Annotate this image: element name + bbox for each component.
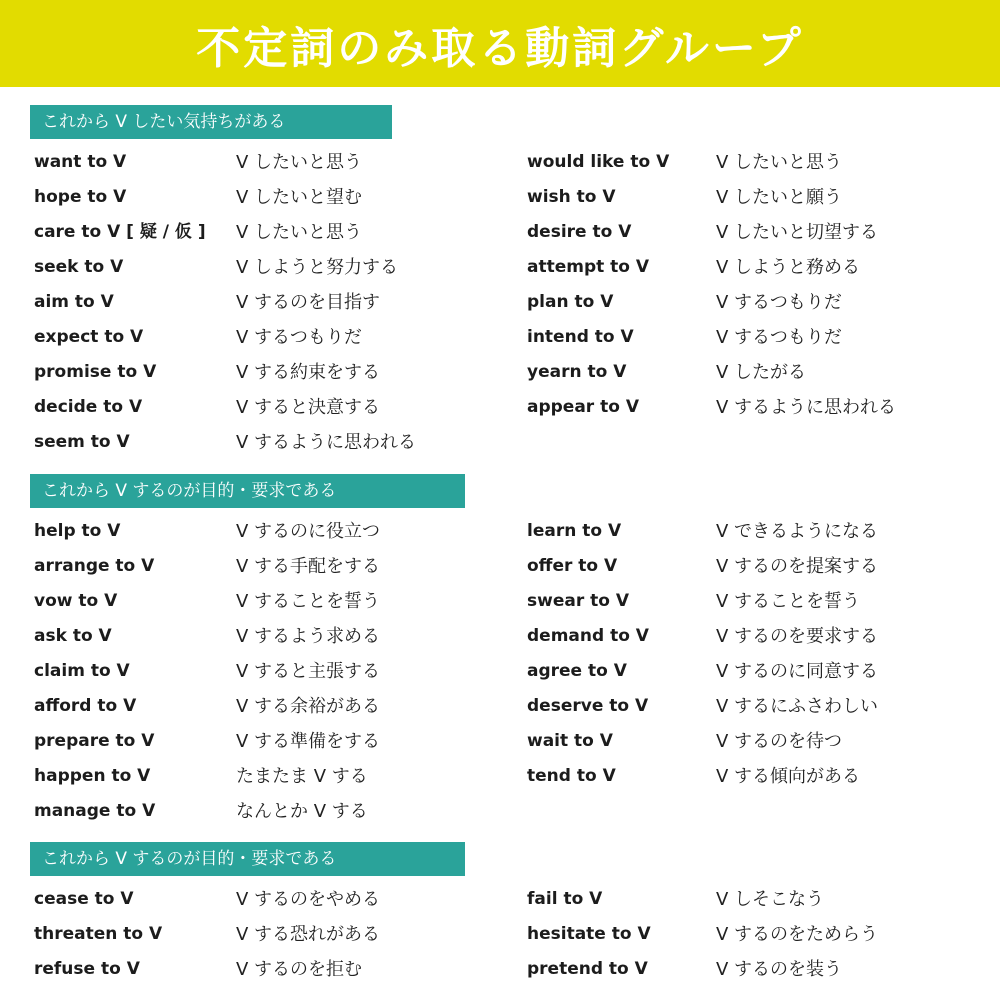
verb-phrase: aim to V (34, 292, 114, 312)
verb-phrase: expect to V (34, 327, 144, 347)
verb-phrase: appear to V (527, 397, 639, 417)
verb-meaning: V するつもりだ (716, 292, 842, 313)
verb-meaning: V する傾向がある (716, 766, 861, 787)
verb-meaning: V するつもりだ (716, 327, 842, 348)
verb-meaning: V するのをためらう (716, 924, 879, 945)
section-label: これから V したい気持ちがある (30, 105, 392, 139)
verb-phrase: care to V [ 疑 / 仮 ] (34, 222, 206, 242)
verb-phrase: wish to V (527, 187, 616, 207)
verb-phrase: wait to V (527, 731, 613, 751)
verb-meaning: V するよう求める (236, 626, 381, 647)
verb-phrase: refuse to V (34, 959, 140, 979)
verb-phrase: attempt to V (527, 257, 650, 277)
title-banner (0, 0, 1000, 87)
verb-phrase: vow to V (34, 591, 118, 611)
verb-phrase: intend to V (527, 327, 634, 347)
verb-meaning: V することを誓う (236, 591, 381, 612)
verb-phrase: deserve to V (527, 696, 649, 716)
verb-phrase: decide to V (34, 397, 143, 417)
verb-phrase: promise to V (34, 362, 157, 382)
verb-meaning: たまたま V する (236, 766, 368, 787)
verb-phrase: claim to V (34, 661, 130, 681)
verb-phrase: pretend to V (527, 959, 648, 979)
page-title: 不定詞のみ取る動詞グループ (196, 22, 804, 74)
verb-phrase: hope to V (34, 187, 127, 207)
verb-phrase: yearn to V (527, 362, 627, 382)
verb-meaning: V したいと望む (236, 187, 363, 208)
verb-meaning: V するのを要求する (716, 626, 879, 647)
verb-meaning: V するのを待つ (716, 731, 843, 752)
verb-phrase: swear to V (527, 591, 630, 611)
verb-phrase: threaten to V (34, 924, 163, 944)
verb-meaning: V するのに同意する (716, 661, 879, 682)
verb-phrase: happen to V (34, 766, 151, 786)
verb-phrase: plan to V (527, 292, 614, 312)
verb-meaning: V するにふさわしい (716, 696, 879, 717)
verb-meaning: V すると決意する (236, 397, 381, 418)
verb-phrase: seem to V (34, 432, 130, 452)
verb-meaning: V するのを提案する (716, 556, 879, 577)
verb-phrase: tend to V (527, 766, 616, 786)
verb-phrase: help to V (34, 521, 121, 541)
verb-phrase: afford to V (34, 696, 137, 716)
verb-phrase: learn to V (527, 521, 622, 541)
verb-meaning: V する恐れがある (236, 924, 381, 945)
verb-meaning: V するのを装う (716, 959, 843, 980)
verb-meaning: V することを誓う (716, 591, 861, 612)
verb-phrase: would like to V (527, 152, 670, 172)
verb-phrase: fail to V (527, 889, 603, 909)
verb-phrase: offer to V (527, 556, 618, 576)
verb-phrase: want to V (34, 152, 127, 172)
verb-meaning: V しようと努力する (236, 257, 399, 278)
verb-meaning: V するつもりだ (236, 327, 362, 348)
verb-meaning: V する約束をする (236, 362, 381, 383)
verb-phrase: desire to V (527, 222, 632, 242)
verb-meaning: V したいと思う (236, 152, 363, 173)
verb-meaning: V するのをやめる (236, 889, 381, 910)
verb-meaning: V したいと思う (236, 222, 363, 243)
verb-meaning: V できるようになる (716, 521, 879, 542)
verb-meaning: V しようと務める (716, 257, 861, 278)
verb-phrase: ask to V (34, 626, 112, 646)
verb-phrase: arrange to V (34, 556, 155, 576)
verb-phrase: cease to V (34, 889, 134, 909)
section-label: これから V するのが目的・要求である (30, 474, 465, 508)
verb-phrase: seek to V (34, 257, 124, 277)
verb-meaning: V したいと願う (716, 187, 843, 208)
verb-phrase: prepare to V (34, 731, 155, 751)
verb-meaning: V する準備をする (236, 731, 381, 752)
verb-meaning: V するように思われる (716, 397, 897, 418)
verb-phrase: manage to V (34, 801, 156, 821)
verb-meaning: V するのを目指す (236, 292, 381, 313)
verb-phrase: demand to V (527, 626, 649, 646)
verb-phrase: agree to V (527, 661, 627, 681)
verb-meaning: V する手配をする (236, 556, 381, 577)
verb-meaning: V したがる (716, 362, 807, 383)
verb-meaning: V するのを拒む (236, 959, 363, 980)
section-label: これから V するのが目的・要求である (30, 842, 465, 876)
verb-meaning: V したいと思う (716, 152, 843, 173)
verb-meaning: V するように思われる (236, 432, 417, 453)
verb-meaning: V するのに役立つ (236, 521, 381, 542)
verb-meaning: V すると主張する (236, 661, 381, 682)
verb-meaning: V したいと切望する (716, 222, 879, 243)
verb-meaning: V しそこなう (716, 889, 825, 910)
verb-meaning: V する余裕がある (236, 696, 381, 717)
verb-phrase: hesitate to V (527, 924, 651, 944)
verb-meaning: なんとか V する (236, 801, 368, 822)
